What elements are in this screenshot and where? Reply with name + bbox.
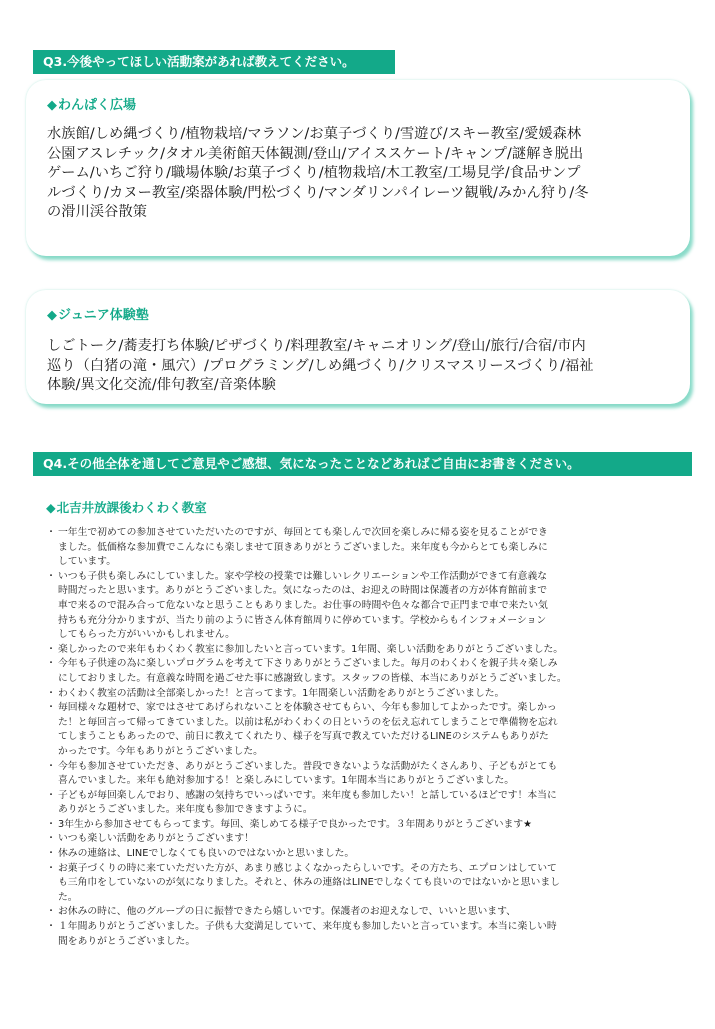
list-item [44,701,684,759]
q3-header: Q3.今後やってほしい活動案があれば教えてください。 [33,50,395,74]
comment-text: 子どもが毎回楽しんでおり、感謝の気持ちでいっぱいです。来年度も参加したい！と話しているほどです！本当に ありがとうございました。来年度も参加できますように。 [58,789,557,816]
list-item [44,862,684,906]
bullet: ・ [46,818,56,830]
comment-text: いつも子供も楽しみにしていました。家や学校の授業では難しいレクリエーションや工作活動ができて有意義な 時間だったと思います。ありがとうございました。気になったのは、お迎えの時間は保護者の方が体育館前まで 車で来るので混み合って危ないなと思うこともありました。お仕事の時間や色々な都合で正門まで車で来たい気 持ちも充分分かりますが、当たり前のように皆さん体育館周りに停めています。学校からもインフォメーション してもらった方がいいかもしれません。 [58,570,548,641]
comment-text: お休みの時に、他のグループの日に振替できたら嬉しいです。保護者のお迎えなしで、いいと思います、 [58,906,516,918]
wanpaku-title [47,94,136,113]
list-item [44,847,684,862]
comment-text: 楽しかったので来年もわくわく教室に参加したいと言っています。1年間、楽しい活動をありがとうございました。 [58,643,564,655]
junior-title-text: ジュニア体験塾 [58,308,149,323]
list-item [44,687,684,702]
bullet: ・ [46,921,56,933]
list-item [44,832,684,847]
q4-header: Q4.その他全体を通してご意見やご感想、気になったことなどあればご自由にお書きください。 [33,452,692,476]
comment-text: わくわく教室の活動は全部楽しかった！と言ってます。1年間楽しい活動をありがとうございました。 [58,687,505,699]
bullet: ・ [46,833,56,845]
bullet: ・ [46,862,56,874]
bullet: ・ [46,658,56,670]
list-item [44,905,684,920]
diamond-icon: ◆ [47,308,57,323]
wanpaku-title-text: わんぱく広場 [58,98,137,113]
bullet: ・ [46,760,56,772]
comment-text: 一年生で初めての参加させていただいたのですが、毎回とても楽しんで次回を楽しみに帰る姿を見ることができ ました。低価格な参加費でこんなにも楽しませて頂きありがとうございました。来年度も今からとても楽しみに しています。 [58,527,548,568]
comment-text: いつも楽しい活動をありがとうございます！ [58,833,254,845]
bullet: ・ [46,848,56,860]
list-item [44,760,684,789]
list-item [44,657,684,686]
junior-card [26,290,690,404]
list-item [44,920,684,949]
comment-text: 3年生から参加させてもらってます。毎回、楽しめてる様子で良かったです。３年間ありがとうございます★ [58,818,532,830]
bullet: ・ [46,687,56,699]
list-item [44,526,684,570]
wanpaku-body: 水族館/しめ縄づくり/植物栽培/マラソン/お菓子づくり/雪遊び/スキー教室/愛媛森林 公園アスレチック/タオル美術館天体観測/登山/アイススケート/キャンプ/謎解き脱出 ゲーム/いちご狩り/職場体験/お菓子づくり/植物栽培/木工教室/工場見学/食品サンプ ルづくり/カヌー教室/楽器体験/門松づくり/マンダリンパイレーツ観戦/みかん狩り/冬 の滑川渓谷散策 [47,126,589,220]
bullet: ・ [46,906,56,918]
bullet: ・ [46,789,56,801]
comment-text: １年間ありがとうございました。子供も大変満足していて、来年度も参加したいと言っています。本当に楽しい時 間をありがとうございました。 [58,921,557,947]
list-item [44,818,684,833]
junior-title [47,304,149,323]
bullet: ・ [46,570,56,582]
junior-body: しごトーク/蕎麦打ち体験/ピザづくり/料理教室/キャニオリング/登山/旅行/合宿/市内 巡り（白猪の滝・風穴）/プログラミング/しめ縄づくり/クリスマスリースづくり/福祉 体験/異文化交流/俳句教室/音楽体験 [47,338,594,393]
kitayoshii-title-text: 北吉井放課後わくわく教室 [56,500,207,515]
comment-text: お菓子づくりの時に来ていただいた方が、あまり感じよくなかったらしいです。その方たち、エプロンはしていて も三角巾をしていないのが気になりました。それと、休みの連絡はLINEでしなくても良いのではないかと思いまし た。 [58,862,560,903]
list-item [44,643,684,658]
bullet: ・ [46,527,56,538]
list-item [44,789,684,818]
comment-list [44,526,684,949]
wanpaku-card [26,80,690,256]
comment-text: 今年も子供達の為に楽しいプログラムを考えて下さりありがとうございました。毎月のわくわくを親子共々楽しみ にしておりました。有意義な時間を過ごせた事に感謝致します。スタッフの皆様、本当にありがとうございました。 [58,658,567,684]
comment-text: 毎回様々な題材で、家ではさせてあげられないことを体験させてもらい、今年も参加してよかったです。楽しかっ た！と毎回言って帰ってきていました。以前は私がわくわくの日というのを伝え忘れてしまうことで準備物を忘れ てしまうこともあったので、前日に教えてくれたり、様子を写真で教えていただけるLINEのシステムもありがた かったです。今年もありがとうございました。 [58,702,558,757]
diamond-icon: ◆ [47,98,57,113]
comment-text: 休みの連絡は、LINEでしなくても良いのではないかと思いました。 [58,848,355,860]
bullet: ・ [46,643,56,655]
bullet: ・ [46,702,56,714]
diamond-icon: ◆ [46,500,56,515]
list-item [44,570,684,643]
comment-text: 今年も参加させていただき、ありがとうございました。普段できないような活動がたくさんあり、子どもがとても 喜んでいました。来年も絶対参加する！と楽しみにしています。1年間本当にありがとうございました。 [58,760,558,787]
kitayoshii-title [46,498,207,516]
